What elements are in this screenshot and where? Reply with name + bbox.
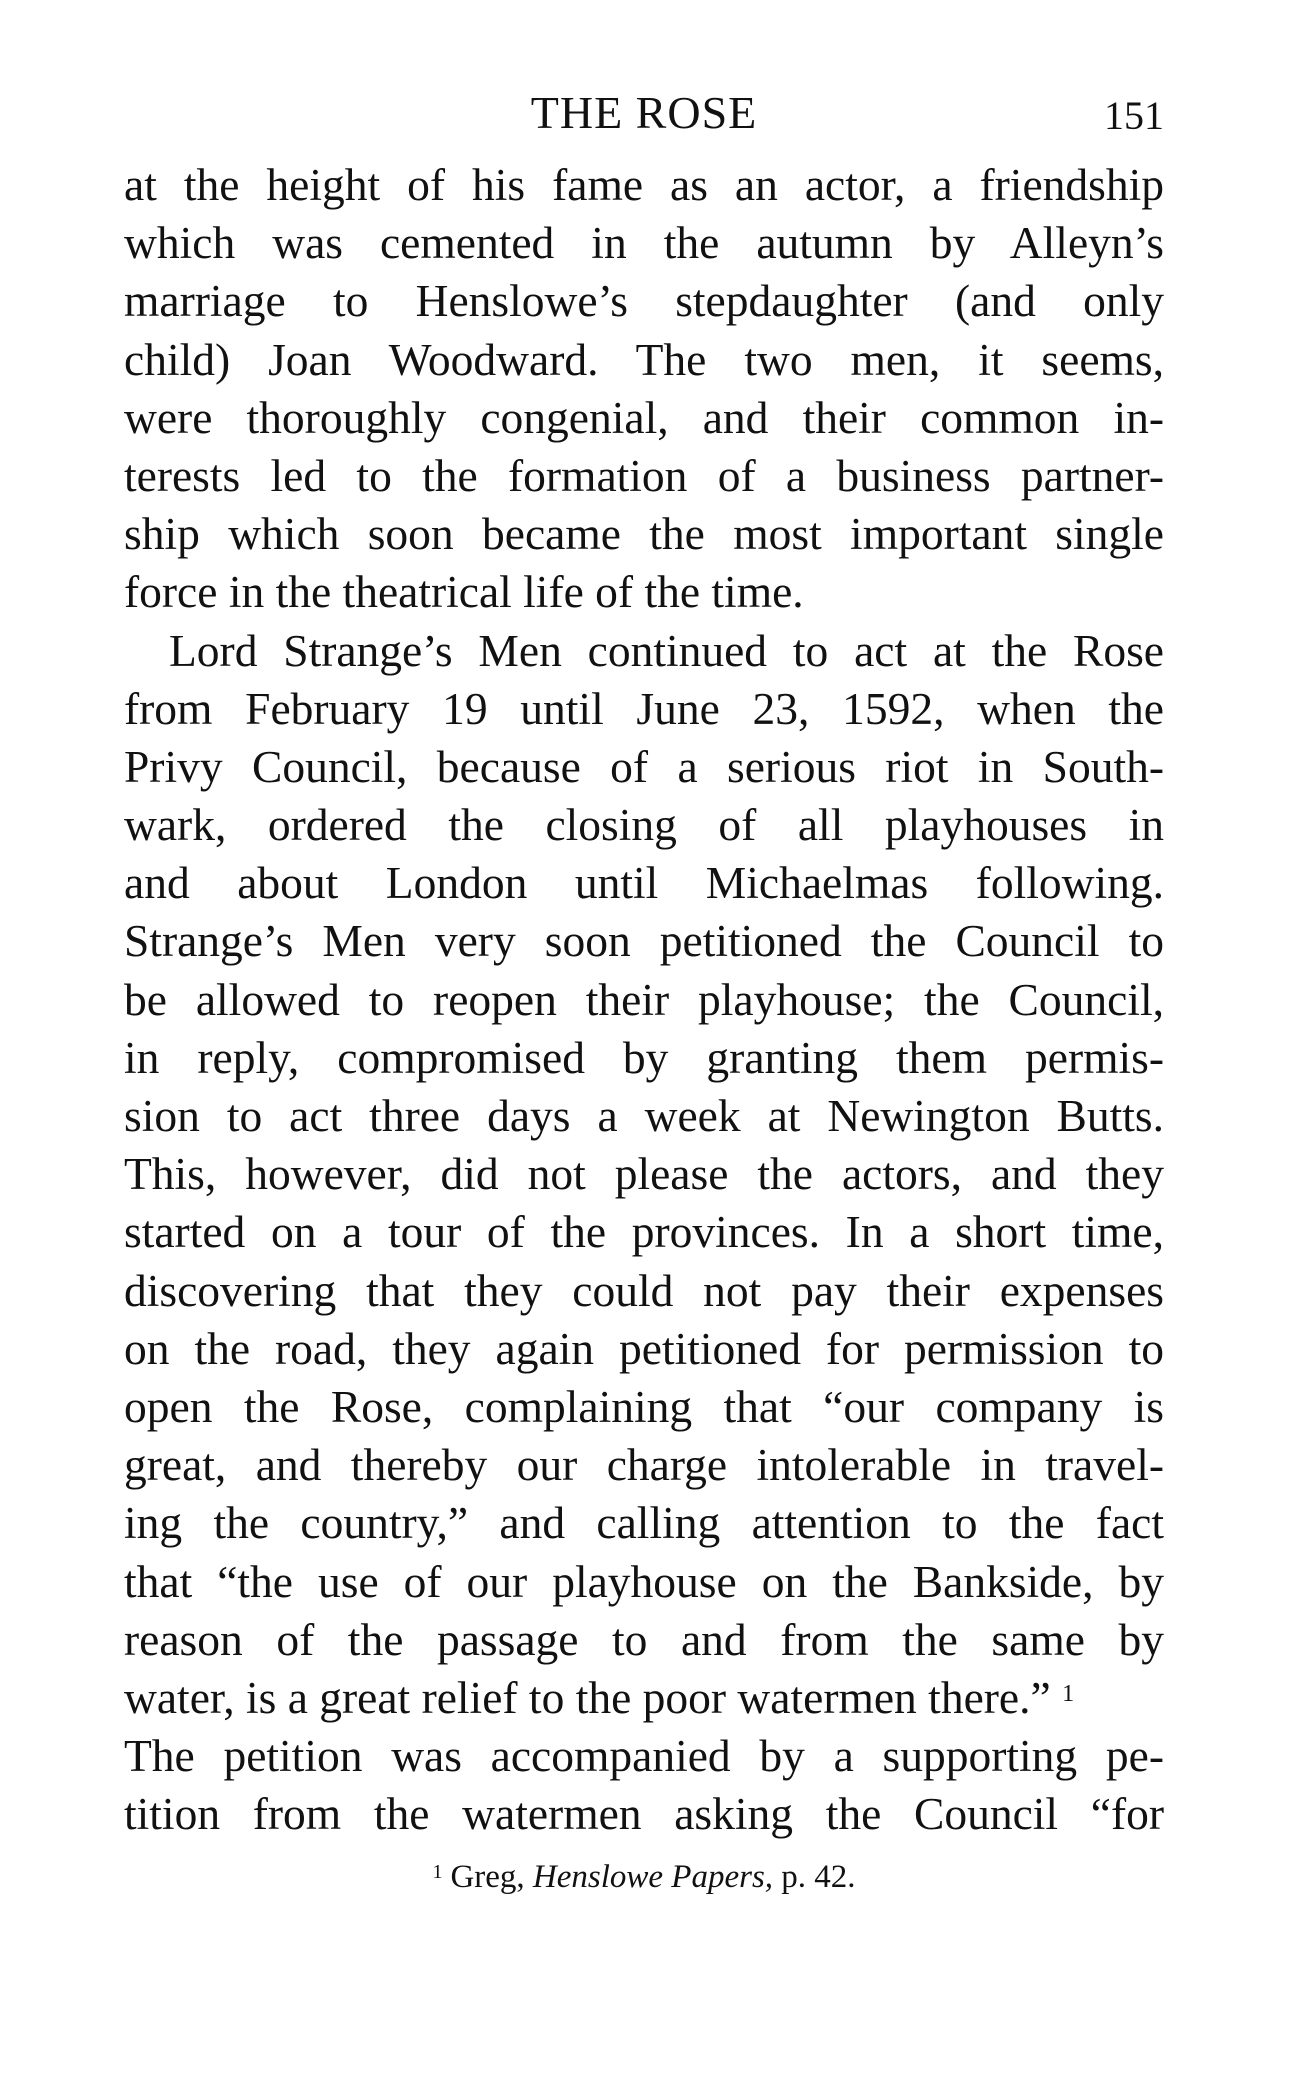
text-line: sion to act three days a week at Newington Butts. [124,1090,1164,1141]
text-line: tition from the watermen asking the Council “for [124,1788,1164,1840]
text-line: This, however, did not please the actors, and they [124,1148,1164,1200]
text-line: terests led to the formation of a business partner- [124,449,1164,501]
body-text [124,156,1164,1843]
text-line: that “the use of our playhouse on the Bankside, by [124,1555,1164,1607]
footnote-author: Greg, [450,1859,525,1896]
footnote-mark: 1 [432,1861,443,1884]
text-line: marriage to Henslowe’s stepdaughter (and only [124,275,1164,327]
text-line: be allowed to reopen their playhouse; the Council, [124,973,1164,1025]
text-line: at the height of his fame as an actor, a friendship [124,159,1164,210]
text-line: from February 19 until June 23, 1592, when the [124,682,1164,734]
footnote-page: p. 42. [781,1859,856,1896]
running-head [124,86,1164,156]
text-line: force in the theatrical life of the time. [124,566,804,618]
text-line: started on a tour of the provinces. In a short time, [124,1206,1164,1258]
text-line: which was cemented in the autumn by Alleyn’s [124,217,1164,269]
text-line: child) Joan Woodward. The two men, it seems, [124,333,1164,385]
text-line: open the Rose, complaining that “our company is [124,1380,1164,1432]
text-line: wark, ordered the closing of all playhouses in [124,799,1164,851]
text-line: Privy Council, because of a serious riot in South- [124,740,1164,792]
footnote-work-title: Henslowe Papers, [532,1859,774,1896]
book-page [124,86,1164,1896]
text-line: in reply, compromised by granting them permis- [124,1031,1164,1083]
text-line: reason of the passage to and from the same by [124,1613,1164,1665]
paragraph-1 [124,156,1164,622]
text-line: and about London until Michaelmas following. [124,857,1164,909]
text-line-with-footnote [124,1669,1164,1727]
running-title: THE ROSE [530,87,758,138]
text-line: Lord Strange’s Men continued to act at the Rose [169,624,1164,676]
paragraph-2 [124,622,1164,1844]
text-line-content: water, is a great relief to the poor watermen there.” [124,1671,1051,1723]
text-line: The petition was accompanied by a supporting pe- [124,1730,1164,1782]
text-line: were thoroughly congenial, and their common in- [124,391,1164,443]
text-line: great, and thereby our charge intolerable in travel- [124,1439,1164,1491]
text-line: ing the country,” and calling attention to the fact [124,1497,1164,1549]
text-line: ship which soon became the most important single [124,508,1164,560]
page-number: 151 [1104,93,1164,138]
footnote-reference: 1 [1062,1680,1075,1707]
text-line: discovering that they could not pay their expenses [124,1264,1164,1316]
text-line: on the road, they again petitioned for permission to [124,1322,1164,1374]
footnote [124,1859,1164,1896]
text-line: Strange’s Men very soon petitioned the Council to [124,915,1164,967]
